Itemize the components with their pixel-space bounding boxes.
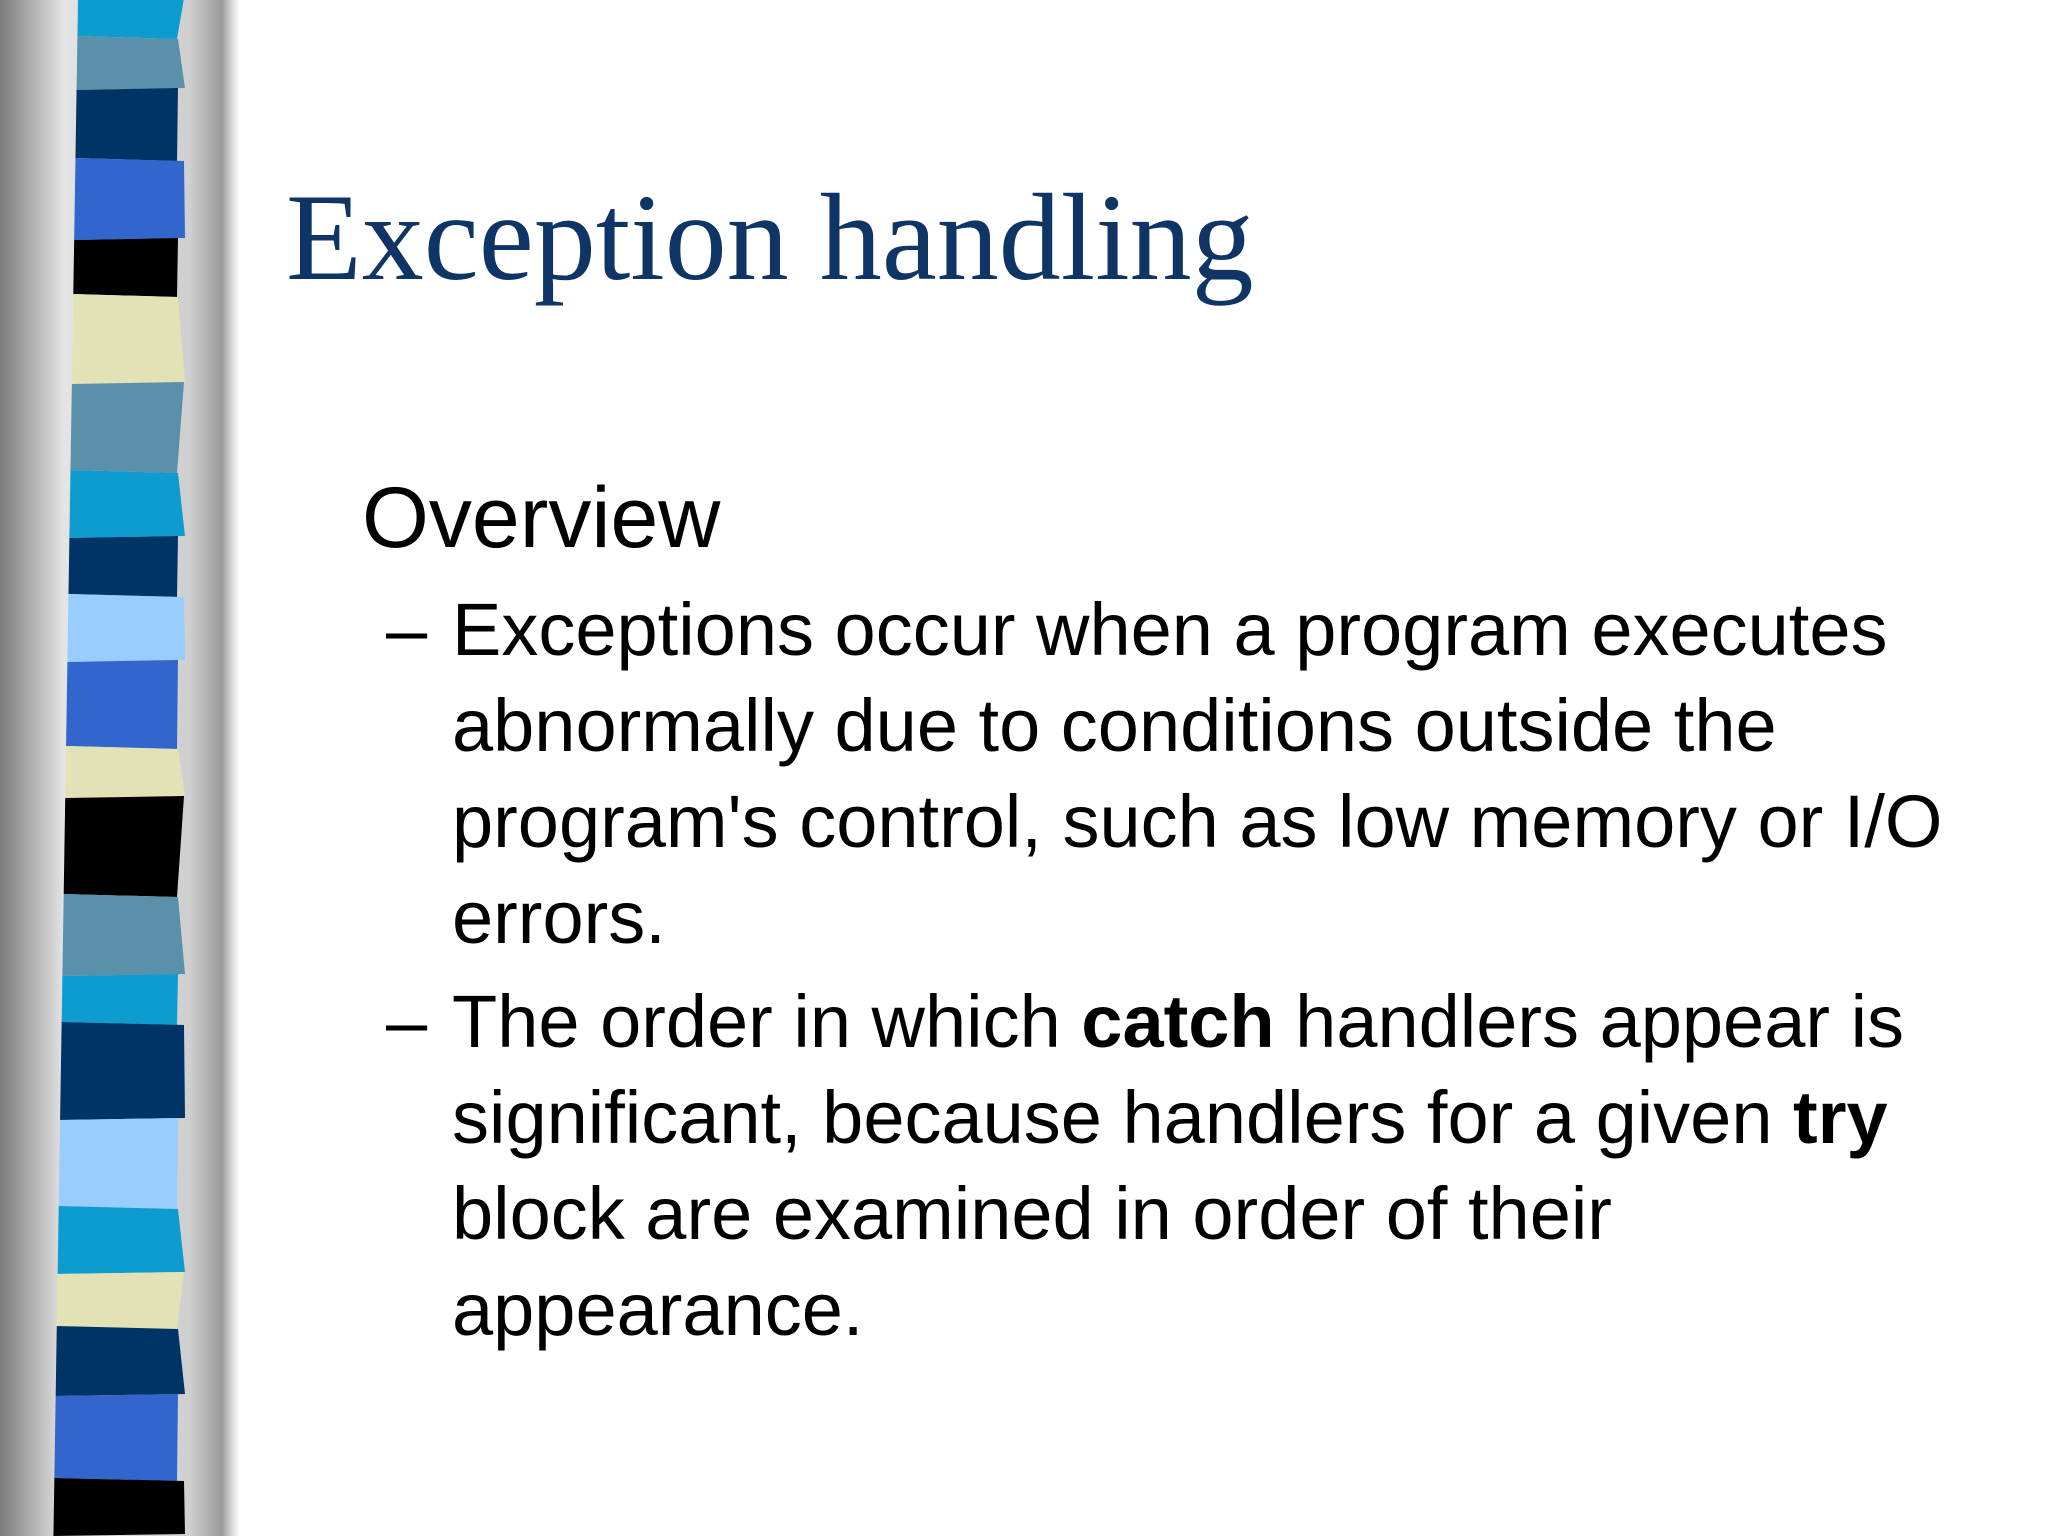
band-stripe bbox=[62, 894, 185, 976]
bullet-text-mid: handlers appear is significant, because handlers for a given bbox=[452, 980, 1905, 1159]
band-stripe bbox=[77, 0, 184, 39]
band-stripe bbox=[70, 382, 184, 473]
band-stripe bbox=[57, 1272, 184, 1329]
band-stripe bbox=[66, 660, 178, 749]
band-stripe bbox=[77, 36, 185, 90]
band-stripe bbox=[68, 536, 178, 597]
slide-title: Exception handling bbox=[286, 169, 1254, 306]
band-stripe bbox=[67, 594, 185, 662]
band-stripe bbox=[69, 470, 185, 538]
band-stripe bbox=[54, 1394, 178, 1481]
bullet-text-post: block are examined in order of their appearance. bbox=[452, 1172, 1612, 1351]
band-stripe bbox=[56, 1326, 185, 1396]
bullet-list bbox=[362, 582, 1982, 1358]
band-stripe bbox=[53, 1478, 185, 1536]
band-stripe bbox=[62, 974, 178, 1025]
band-stripe bbox=[72, 294, 185, 384]
catch-keyword: catch bbox=[1081, 980, 1275, 1063]
decorative-stripe-band bbox=[0, 0, 240, 1536]
bullet-dash: – bbox=[386, 980, 428, 1063]
bullet-text: Exceptions occur when a program executes abnormally due to conditions outside the program's control, such as low memory or I/O errors. bbox=[452, 588, 1943, 959]
band-stripe bbox=[73, 238, 178, 297]
overview-heading: Overview bbox=[362, 470, 721, 566]
band-stripe bbox=[75, 88, 178, 161]
band-stripe bbox=[58, 1206, 185, 1274]
try-keyword: try bbox=[1793, 1076, 1888, 1159]
bullet-catch-order bbox=[362, 974, 1982, 1358]
bullet-exceptions-occur bbox=[362, 582, 1982, 966]
band-stripe bbox=[65, 746, 185, 798]
band-stripe bbox=[59, 1118, 178, 1209]
bullet-text-pre: The order in which bbox=[452, 980, 1082, 1063]
band-stripe bbox=[60, 1022, 185, 1120]
bullet-dash: – bbox=[386, 588, 428, 671]
slide-content bbox=[362, 468, 1982, 1366]
band-stripe bbox=[74, 158, 185, 240]
band-stripe bbox=[64, 796, 184, 897]
